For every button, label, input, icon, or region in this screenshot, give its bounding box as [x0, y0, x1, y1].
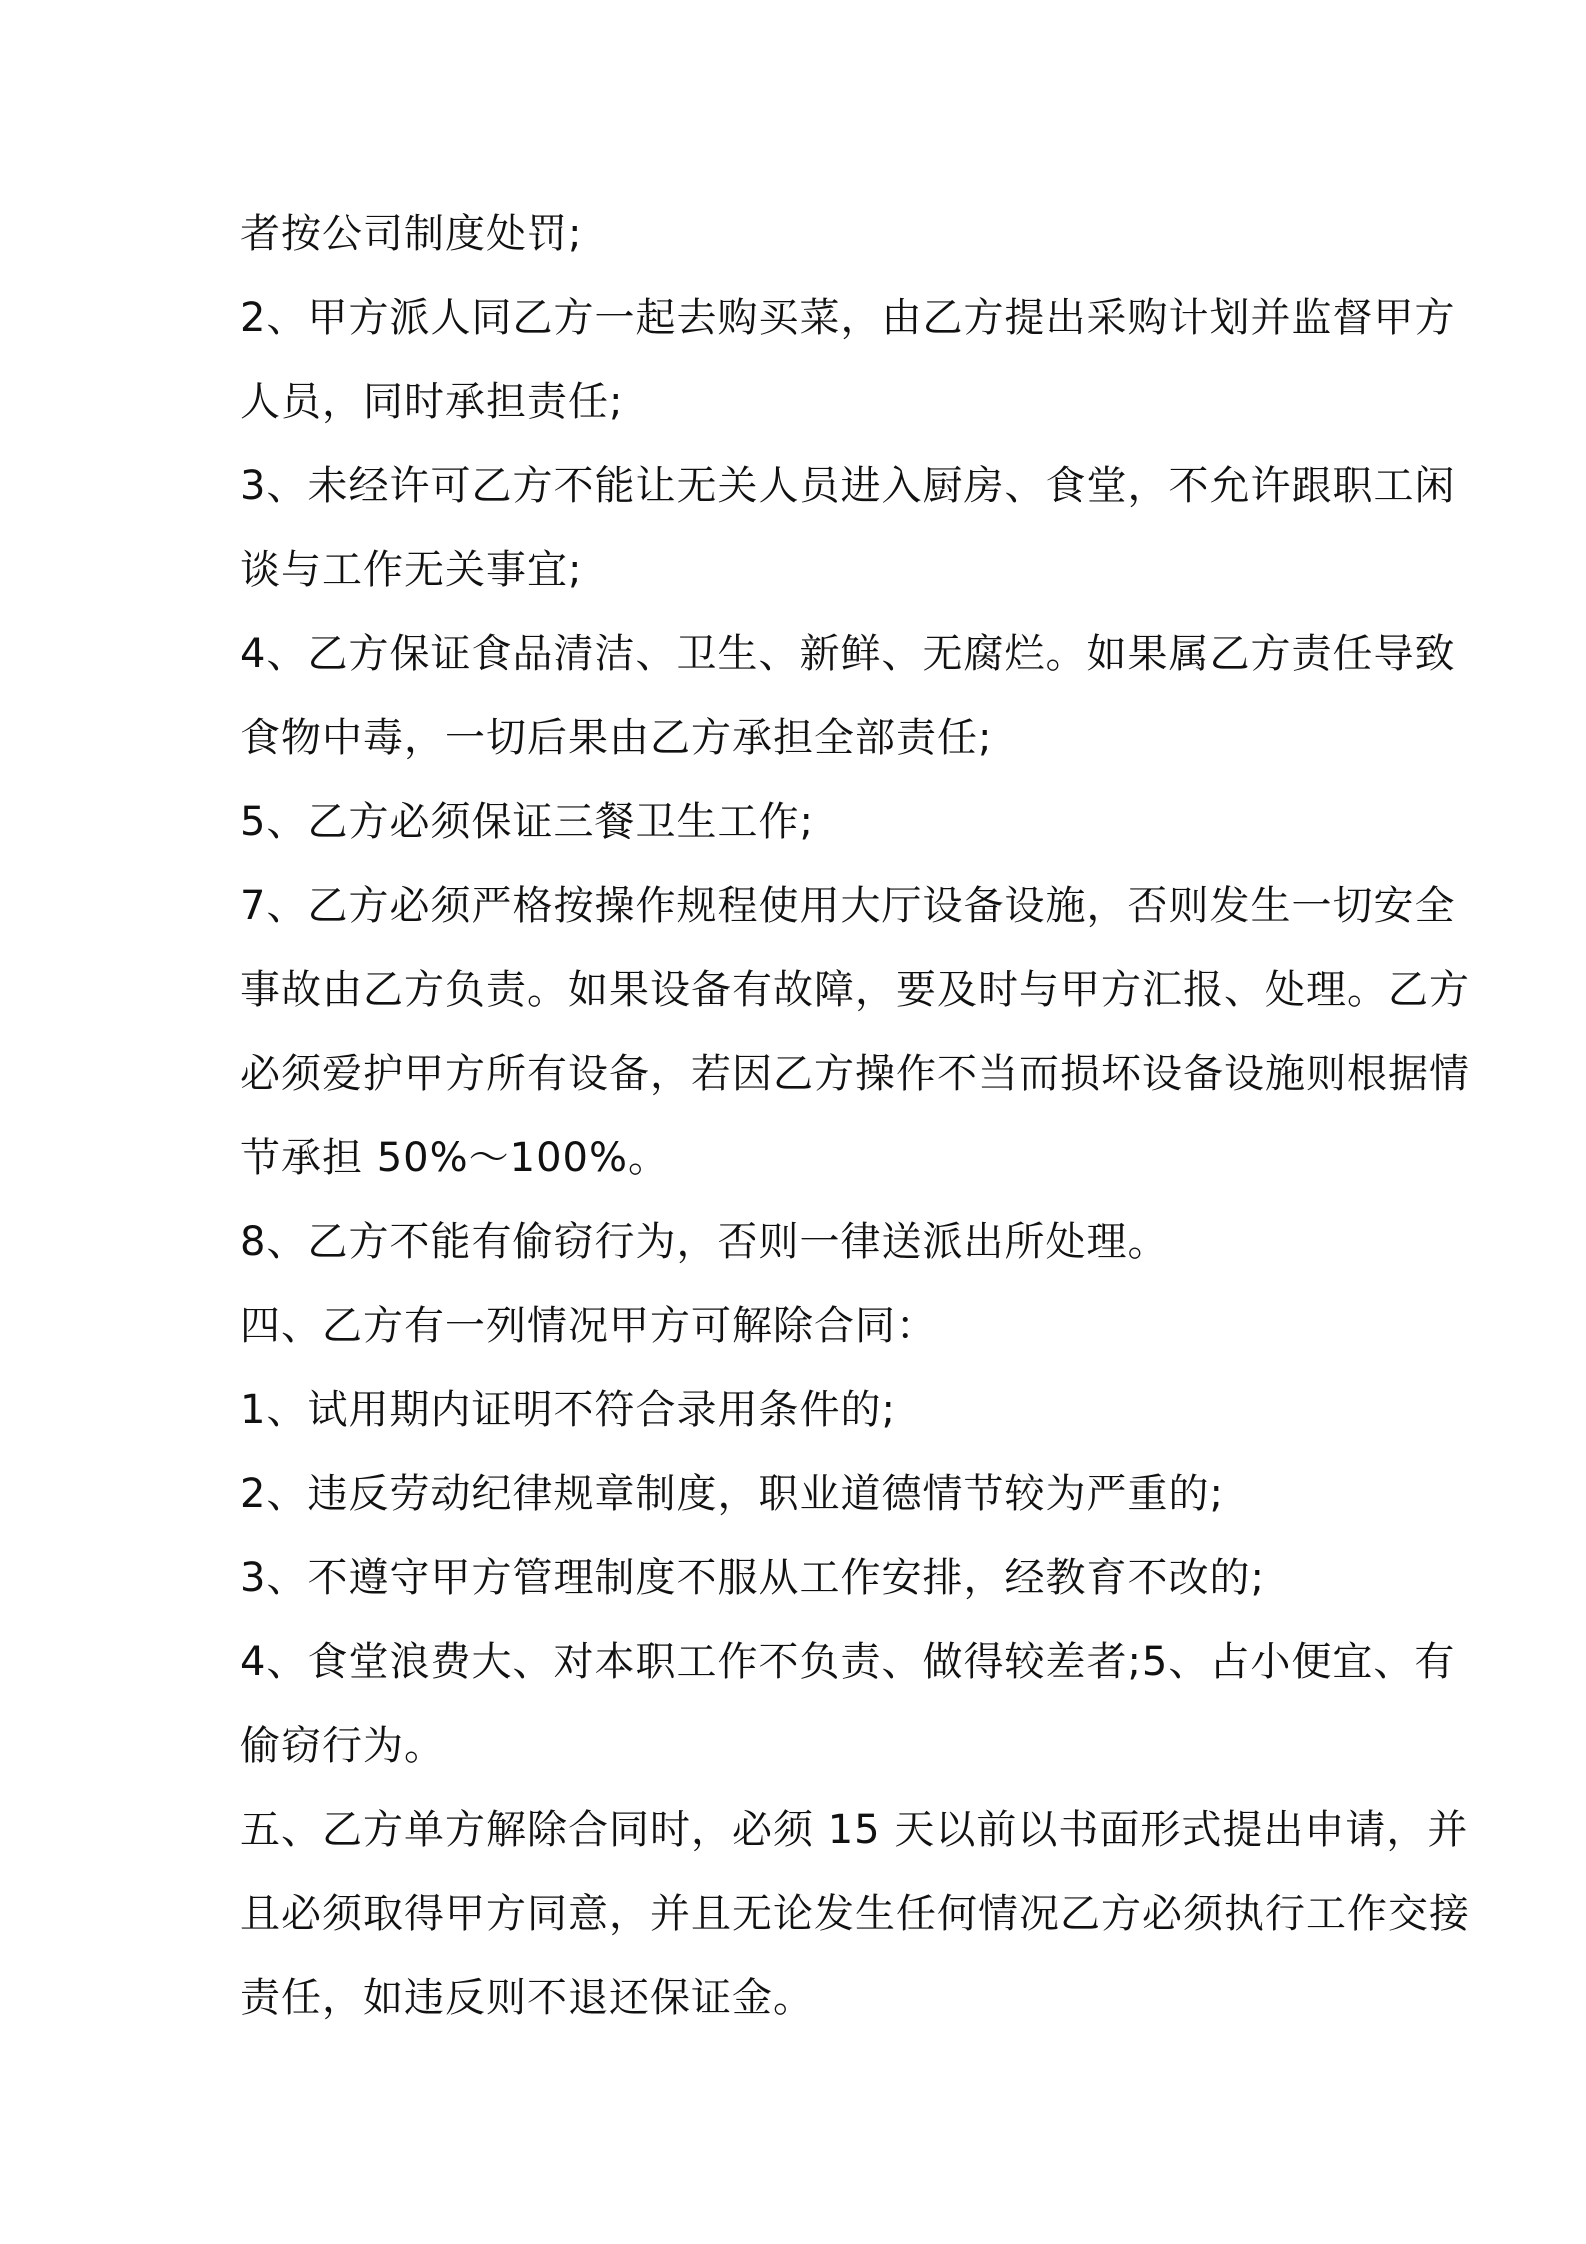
text-line: 2、甲方派人同乙方一起去购买菜，由乙方提出采购计划并监督甲方 — [240, 295, 1456, 341]
text-line: 1、试用期内证明不符合录用条件的; — [240, 1387, 896, 1433]
text-line: 4、乙方保证食品清洁、卫生、新鲜、无腐烂。如果属乙方责任导致 — [240, 631, 1456, 677]
section-heading: 四、乙方有一列情况甲方可解除合同： — [240, 1303, 937, 1349]
text-line: 2、违反劳动纪律规章制度，职业道德情节较为严重的; — [240, 1471, 1224, 1517]
text-line: 5、乙方必须保证三餐卫生工作; — [240, 799, 814, 845]
text-line: 者按公司制度处罚; — [240, 211, 583, 257]
section-heading: 五、乙方单方解除合同时，必须 15 天以前以书面形式提出申请，并 — [240, 1807, 1469, 1853]
text-line: 7、乙方必须严格按操作规程使用大厅设备设施，否则发生一切安全 — [240, 883, 1456, 929]
text-line: 节承担 50%～100%。 — [240, 1135, 669, 1181]
text-line: 3、未经许可乙方不能让无关人员进入厨房、食堂，不允许跟职工闲 — [240, 463, 1456, 509]
text-line: 必须爱护甲方所有设备，若因乙方操作不当而损坏设备设施则根据情 — [240, 1051, 1470, 1097]
text-line: 谈与工作无关事宜; — [240, 547, 583, 593]
text-line: 事故由乙方负责。如果设备有故障，要及时与甲方汇报、处理。乙方 — [240, 967, 1470, 1013]
document-body — [240, 192, 1470, 2040]
text-line: 责任，如违反则不退还保证金。 — [240, 1975, 814, 2021]
text-line: 偷窃行为。 — [240, 1723, 445, 1769]
text-line: 3、不遵守甲方管理制度不服从工作安排，经教育不改的; — [240, 1555, 1265, 1601]
text-line: 且必须取得甲方同意，并且无论发生任何情况乙方必须执行工作交接 — [240, 1891, 1470, 1937]
text-line: 8、乙方不能有偷窃行为，否则一律送派出所处理。 — [240, 1219, 1169, 1265]
text-line: 4、食堂浪费大、对本职工作不负责、做得较差者;5、占小便宜、有 — [240, 1639, 1456, 1685]
text-line: 人员，同时承担责任; — [240, 379, 624, 425]
text-line: 食物中毒，一切后果由乙方承担全部责任; — [240, 715, 993, 761]
